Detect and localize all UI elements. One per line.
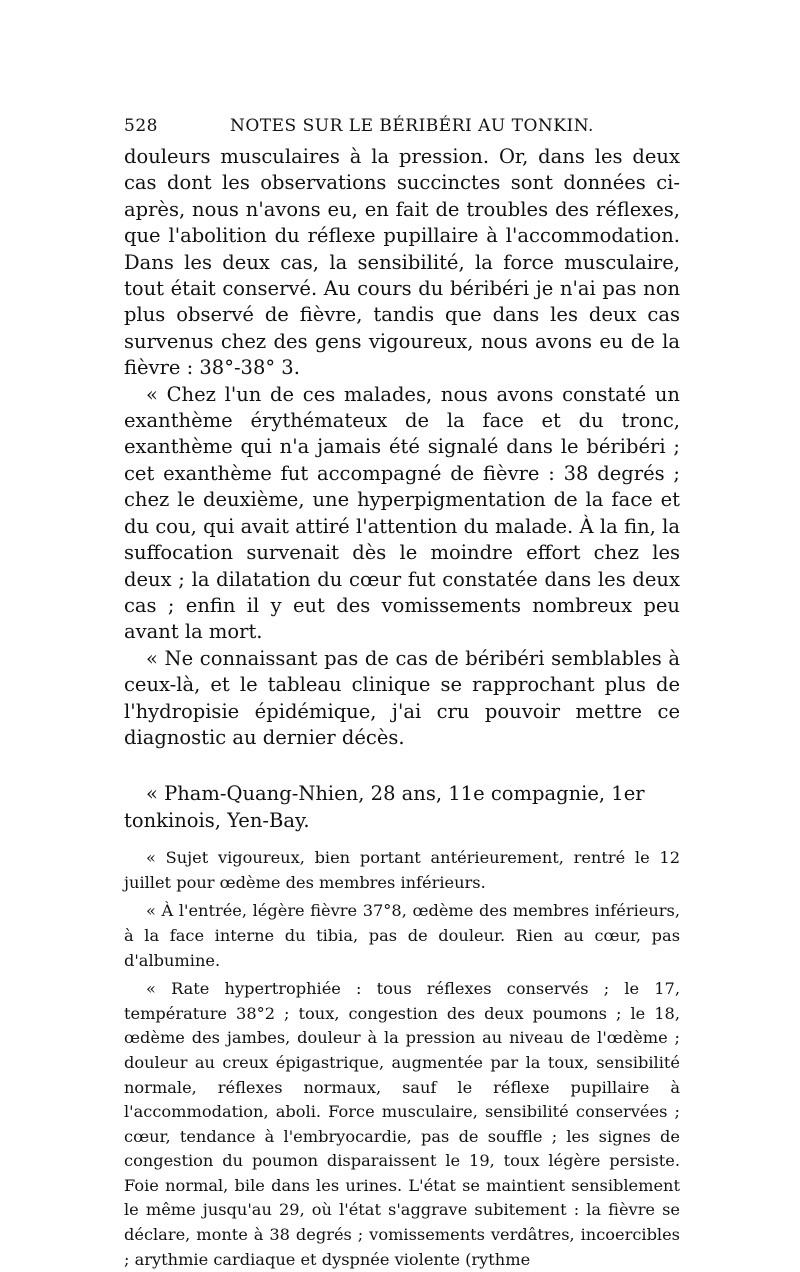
- paragraph: douleurs musculaires à la pression. Or, dans les deux cas dont les observations succinctes sont données ci-après, nous n'avons eu, en fait de troubles des réflexes, que l'abolition du réflexe pupillaire à l'accommodation. Dans les deux cas, la sensibilité, la force musculaire, tout était conservé. Au cours du béribéri je n'ai pas non plus observé de fièvre, tandis que dans les deux cas survenus chez des gens vigoureux, nous avons eu de la fièvre : 38°-38° 3.: [124, 145, 680, 380]
- case-heading: « Pham-Quang-Nhien, 28 ans, 11e compagnie, 1er tonkinois, Yen-Bay.: [124, 782, 645, 832]
- paragraph: « Chez l'un de ces malades, nous avons constaté un exanthème érythémateux de la face et du tronc, exanthème qui n'a jamais été signalé dans le béribéri ; cet exanthème fut accompagné de fièvre : 38 degrés ; chez le deuxième, une hyperpigmentation de la face et du cou, qui avait attiré l'attention du malade. À la fin, la suffocation survenait dès le moindre effort chez les deux ; la dilatation du cœur fut constatée dans les deux cas ; enfin il y eut des vomissements nombreux peu avant la mort.: [124, 382, 680, 644]
- paragraph: « Sujet vigoureux, bien portant antérieurement, rentré le 12 juillet pour œdème des membres inférieurs.: [124, 848, 680, 892]
- paragraph: « Rate hypertrophiée : tous réflexes conservés ; le 17, température 38°2 ; toux, congestion des deux poumons ; le 18, œdème des jambes, douleur à la pression au niveau de l'œdème ; douleur au creux épigastrique, augmentée par la toux, sensibilité normale, réflexes normaux, sauf le réflexe pupillaire à l'accommodation, aboli. Force musculaire, sensibilité conservées ; cœur, tendance à l'embryocardie, pas de souffle ; les signes de congestion du poumon disparaissent le 19, toux légère persiste. Foie normal, bile dans les urines. L'état se maintient sensiblement le même jusqu'au 29, où l'état s'aggrave subitement : la fièvre se déclare, monte à 38 degrés ; vomissements verdâtres, incoercibles ; arythmie cardiaque et dyspnée violente (rythme: [124, 979, 680, 1269]
- paragraph: « À l'entrée, légère fièvre 37°8, œdème des membres inférieurs, à la face interne du tibia, pas de douleur. Rien au cœur, pas d'albumine.: [124, 901, 680, 970]
- book-page: [124, 112, 680, 1272]
- running-title: NOTES SUR LE BÉRIBÉRI AU TONKIN.: [230, 116, 594, 136]
- section-gap: [124, 751, 680, 781]
- paragraph: « Ne connaissant pas de cas de béribéri semblables à ceux-là, et le tableau clinique se rapprochant plus de l'hydropisie épidémique, j'ai cru pouvoir mettre ce diagnostic au dernier décès.: [124, 646, 680, 749]
- running-header: [124, 112, 680, 144]
- case-observation: [124, 846, 680, 1272]
- page-number: 528: [124, 116, 158, 136]
- main-text: [124, 144, 680, 751]
